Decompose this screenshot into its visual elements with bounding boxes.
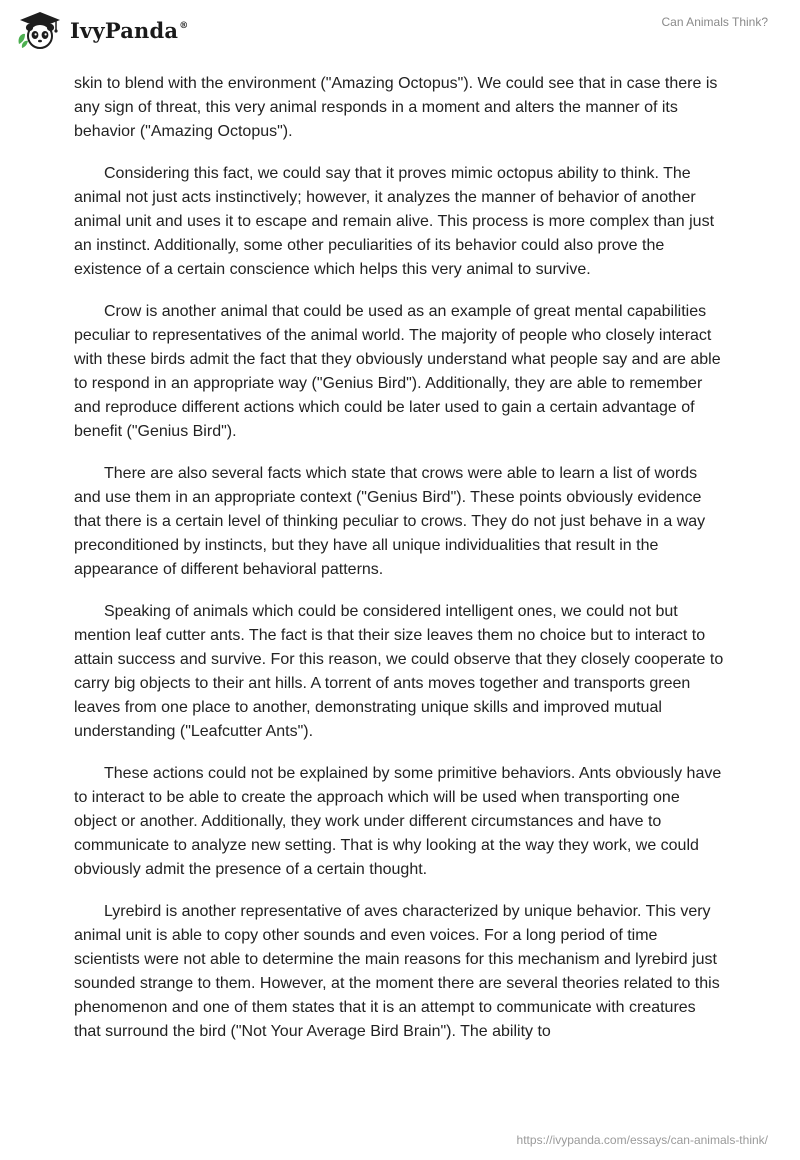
paragraph: Considering this fact, we could say that it proves mimic octopus ability to think. The animal not just acts instinctively; however, it analyzes the manner of behavior of another animal unit and uses it to escape and remain alive. This process is more complex than just an instinct. Additionally, some other peculiarities of its behavior could also prove the existence of a certain conscience which helps this very animal to survive. bbox=[74, 165, 715, 278]
document-title: Can Animals Think? bbox=[661, 15, 768, 29]
paragraph: There are also several facts which state that crows were able to learn a list of words and use them in an appropriate context ("Genius Bird"). These points obviously evidence that there is a certain level of thinking peculiar to crows. They do not just behave in a way preconditioned by instincts, but they have all unique individualities that result in the appearance of different behavioral patterns. bbox=[74, 465, 706, 578]
registered-mark: ® bbox=[179, 20, 189, 31]
paragraph: Speaking of animals which could be considered intelligent ones, we could not but mention leaf cutter ants. The fact is that their size leaves them no choice but to interact to attain success and survive. For this reason, we could observe that they closely cooperate to carry big objects to their ant hills. A torrent of ants moves together and transports green leaves from one place to another, demonstrating unique skills and improved mutual understanding ("Leafcutter Ants"). bbox=[74, 603, 724, 740]
page-header bbox=[0, 0, 800, 70]
ivypanda-logo[interactable] bbox=[16, 10, 188, 50]
paragraph: Lyrebird is another representative of aves characterized by unique behavior. This very animal unit is able to copy other sounds and even voices. For a long period of time scientists were not able to determine the main reasons for this mechanism and lyrebird just sounded strange to them. However, at the moment there are several theories related to this phenomenon and one of them states that it is an attempt to communicate with creatures that surround the bird ("Not Your Average Bird Brain"). The ability to bbox=[74, 903, 720, 1040]
source-url-link[interactable]: https://ivypanda.com/essays/can-animals-think/ bbox=[516, 1133, 768, 1147]
paragraph: Crow is another animal that could be used as an example of great mental capabilities peculiar to representatives of the animal world. The majority of people who closely interact with these birds admit the fact that they obviously understand what people say and are able to respond in an appropriate way ("Genius Bird"). Additionally, they are able to remember and reproduce different actions which could be later used to gain a certain advantage of benefit ("Genius Bird"). bbox=[74, 303, 721, 440]
brand-text: IvyPanda bbox=[70, 17, 179, 43]
paragraph: These actions could not be explained by some primitive behaviors. Ants obviously have to interact to be able to create the approach which will be used when transporting one object or another. Additionally, they work under different circumstances and have to communicate to analyze new setting. That is why looking at the way they work, we could obviously admit the presence of a certain thought. bbox=[74, 765, 722, 878]
paragraph: skin to blend with the environment ("Amazing Octopus"). We could see that in case there is any sign of threat, this very animal responds in a moment and alters the manner of its behavior ("Amazing Octopus"). bbox=[74, 75, 718, 140]
panda-logo-icon bbox=[16, 10, 64, 50]
brand-name bbox=[70, 18, 188, 43]
essay-body bbox=[74, 72, 726, 1062]
